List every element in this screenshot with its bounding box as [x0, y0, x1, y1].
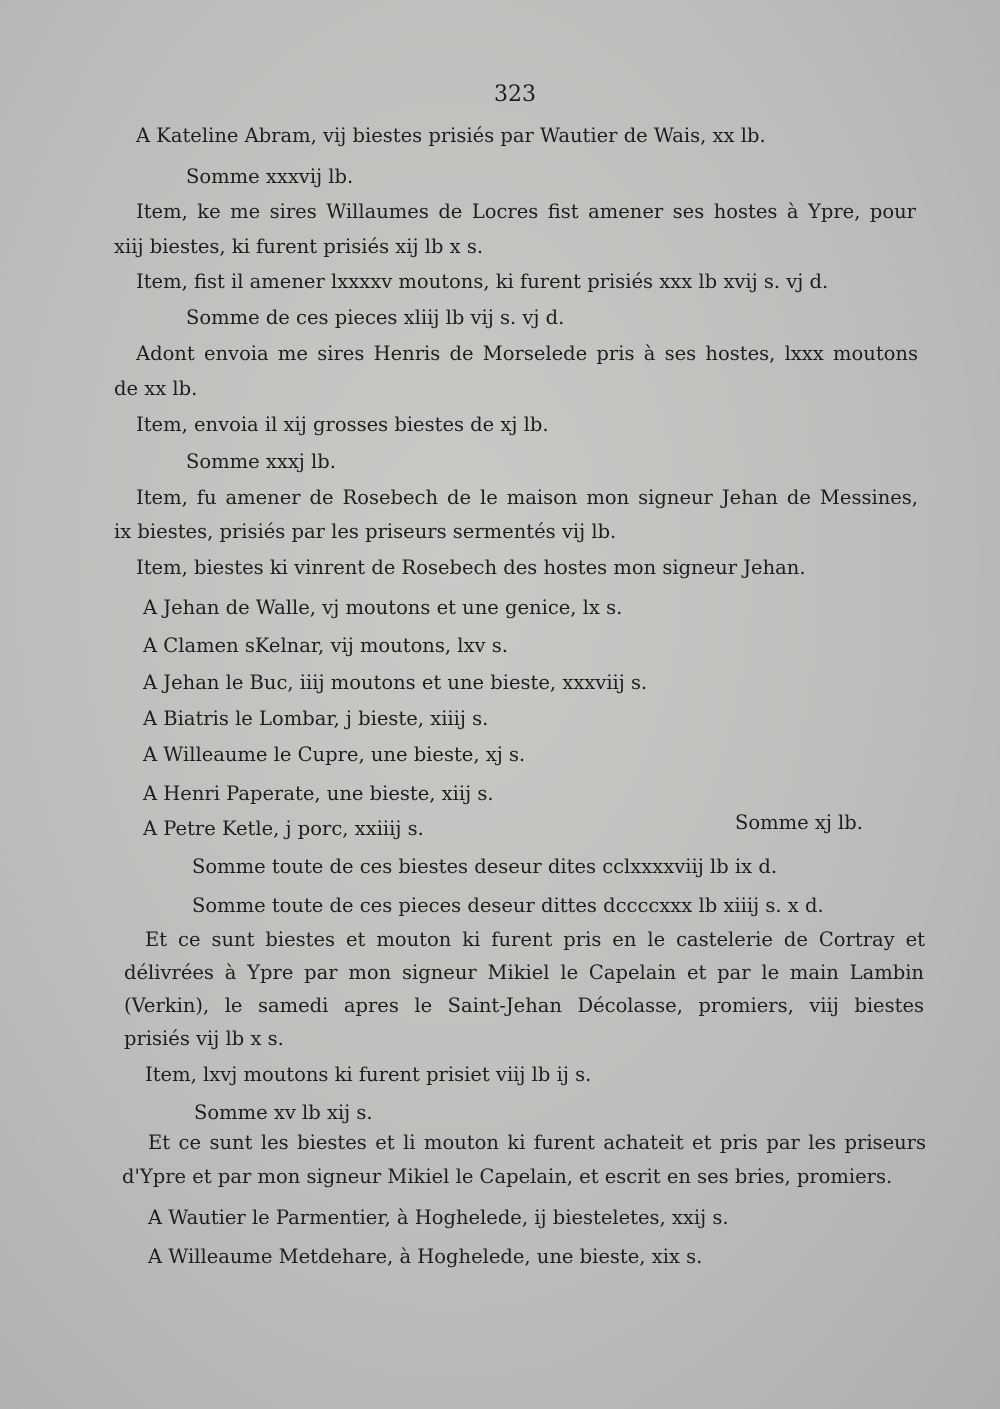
text-line: Somme xxxj lb. — [186, 450, 336, 473]
text-line: A Henri Paperate, une bieste, xiij s. — [143, 782, 494, 805]
text-line: Et ce sunt biestes et mouton ki furent pris en le castelerie de Cortray et — [145, 928, 925, 951]
text-line: d'Ypre et par mon signeur Mikiel le Capelain, et escrit en ses bries, promiers. — [122, 1165, 893, 1188]
text-line: prisiés vij lb x s. — [124, 1027, 284, 1050]
text-line: Item, fu amener de Rosebech de le maison mon signeur Jehan de Messines, — [136, 486, 918, 509]
text-line: A Biatris le Lombar, j bieste, xiiij s. — [143, 707, 489, 730]
text-line: Somme de ces pieces xliij lb vij s. vj d. — [186, 306, 565, 329]
page-number: 323 — [494, 82, 536, 107]
text-line: A Wautier le Parmentier, à Hoghelede, ij biesteletes, xxij s. — [148, 1206, 729, 1229]
text-line: A Jehan de Walle, vj moutons et une genice, lx s. — [143, 596, 623, 619]
text-line: Adont envoia me sires Henris de Morselede pris à ses hostes, lxxx moutons — [136, 342, 918, 365]
text-line: Somme xv lb xij s. — [194, 1101, 373, 1124]
text-line: de xx lb. — [114, 377, 198, 400]
text-line: A Petre Ketle, j porc, xxiiij s. — [143, 817, 424, 840]
text-line: Item, envoia il xij grosses biestes de xj lb. — [136, 413, 549, 436]
text-line: A Jehan le Buc, iiij moutons et une bieste, xxxviij s. — [143, 671, 648, 694]
text-line: Item, biestes ki vinrent de Rosebech des hostes mon signeur Jehan. — [136, 556, 806, 579]
text-line: (Verkin), le samedi apres le Saint-Jehan Décolasse, promiers, viij biestes — [124, 994, 924, 1017]
text-line: A Willeaume Metdehare, à Hoghelede, une bieste, xix s. — [148, 1245, 703, 1268]
side-sum: Somme xj lb. — [735, 811, 863, 834]
text-line: A Willeaume le Cupre, une bieste, xj s. — [143, 743, 526, 766]
text-line: Somme toute de ces biestes deseur dites cclxxxxviij lb ix d. — [192, 855, 778, 878]
text-line: Somme toute de ces pieces deseur dittes dccccxxx lb xiiij s. x d. — [192, 894, 824, 917]
text-line: Item, ke me sires Willaumes de Locres fist amener ses hostes à Ypre, pour — [136, 200, 916, 223]
text-line: Item, lxvj moutons ki furent prisiet viij lb ij s. — [145, 1063, 592, 1086]
text-line: ix biestes, prisiés par les priseurs sermentés vij lb. — [114, 520, 617, 543]
text-line: xiij biestes, ki furent prisiés xij lb x s. — [114, 235, 484, 258]
text-line: A Clamen sKelnar, vij moutons, lxv s. — [143, 634, 508, 657]
text-line: délivrées à Ypre par mon signeur Mikiel le Capelain et par le main Lambin — [124, 961, 924, 984]
text-line: Item, fist il amener lxxxxv moutons, ki furent prisiés xxx lb xvij s. vj d. — [136, 270, 829, 293]
text-line: A Kateline Abram, vij biestes prisiés par Wautier de Wais, xx lb. — [136, 124, 766, 147]
text-line: Somme xxxvij lb. — [186, 165, 354, 188]
text-line: Et ce sunt les biestes et li mouton ki furent achateit et pris par les priseurs — [148, 1131, 926, 1154]
